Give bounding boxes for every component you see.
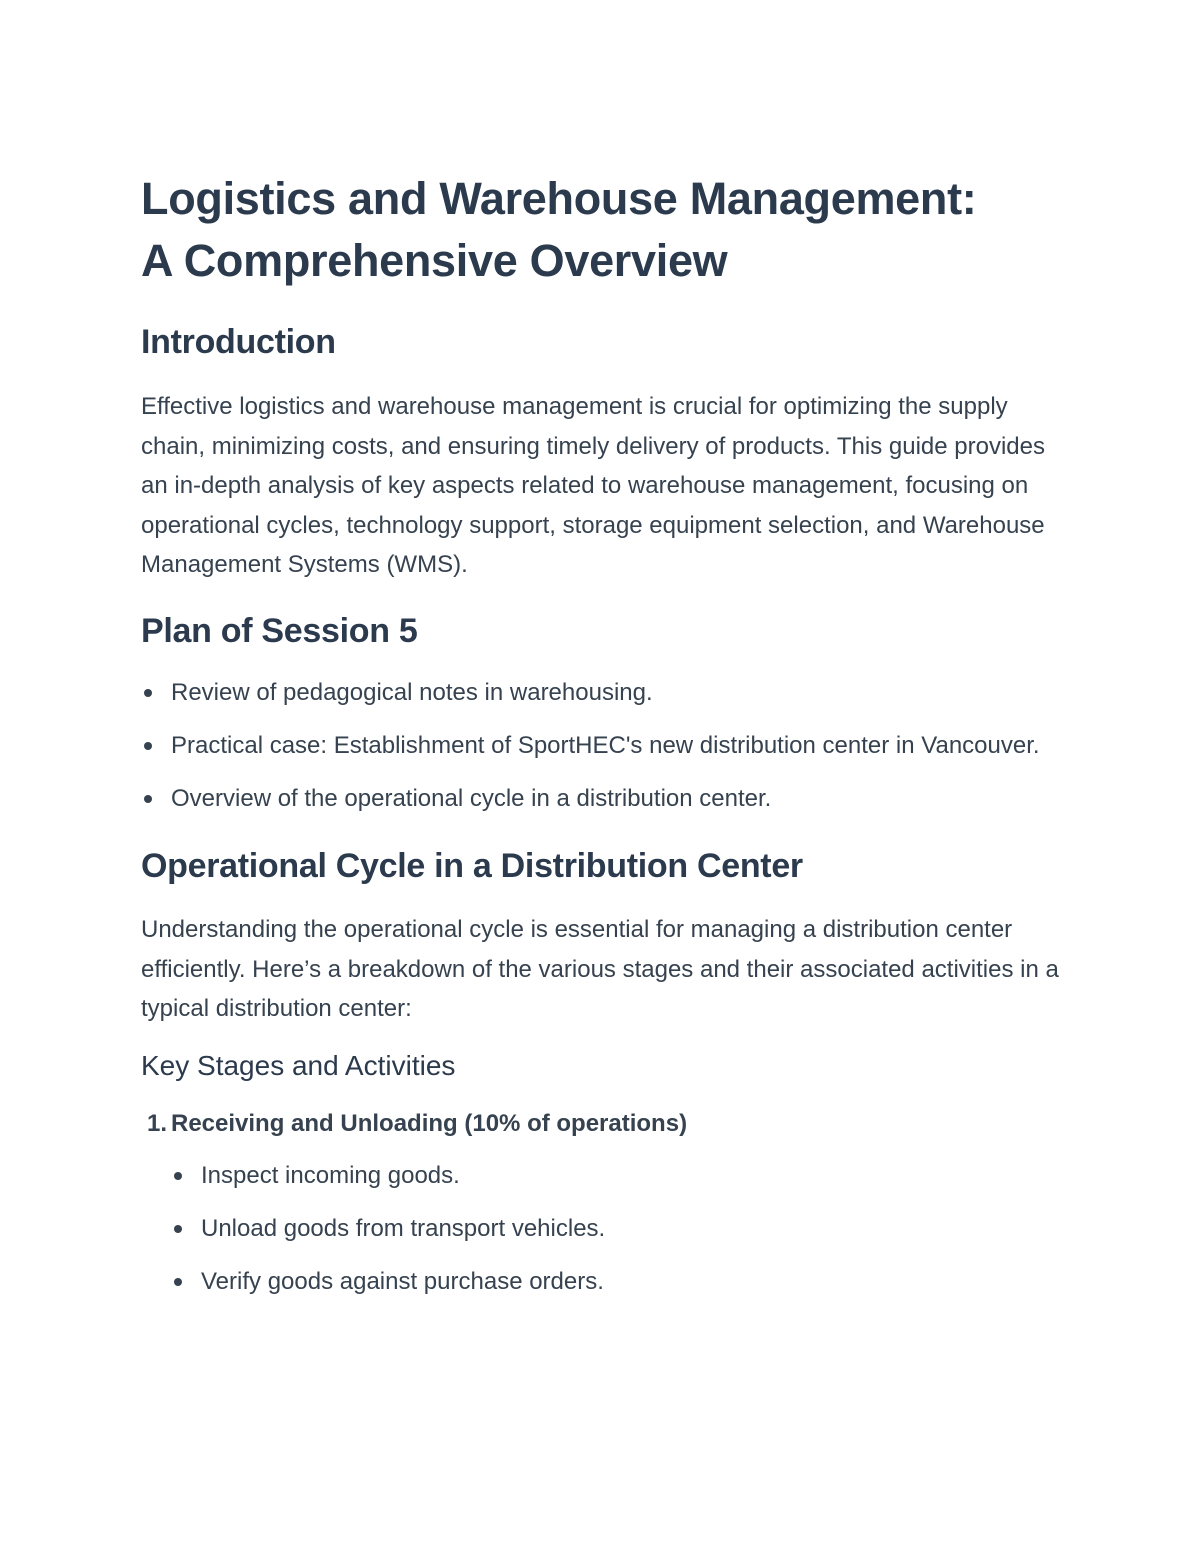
bullet-icon	[144, 742, 152, 750]
plan-heading: Plan of Session 5	[141, 611, 418, 650]
stage-activities-list	[171, 1156, 1071, 1301]
stage-title: Receiving and Unloading (10% of operations)	[171, 1109, 688, 1137]
plan-item-text: Practical case: Establishment of SportHEC's new distribution center in Vancouver.	[171, 731, 1040, 759]
activity-item	[171, 1209, 1071, 1248]
bullet-icon	[144, 689, 152, 697]
bullet-icon	[174, 1225, 182, 1233]
plan-item	[141, 779, 1071, 818]
operational-cycle-paragraph: Understanding the operational cycle is essential for managing a distribution center efficiently. Here’s a breakdown of the various stages and their associated activities in a typical distribution center:	[141, 915, 1059, 1023]
plan-item-text: Overview of the operational cycle in a distribution center.	[171, 784, 772, 812]
introduction-heading: Introduction	[141, 323, 336, 361]
bullet-icon	[144, 795, 152, 803]
plan-item	[141, 673, 1071, 712]
activity-item	[171, 1262, 1071, 1301]
activity-text: Verify goods against purchase orders.	[201, 1267, 604, 1295]
title-line-1: Logistics and Warehouse Management:	[141, 173, 977, 224]
activity-text: Unload goods from transport vehicles.	[201, 1214, 606, 1242]
document-page	[141, 168, 1071, 1301]
stages-list	[141, 1104, 1071, 1143]
title-line-2: A Comprehensive Overview	[141, 235, 728, 286]
operational-cycle-heading: Operational Cycle in a Distribution Center	[141, 846, 803, 885]
key-stages-heading: Key Stages and Activities	[141, 1049, 456, 1081]
bullet-icon	[174, 1278, 182, 1286]
document-title	[141, 168, 1071, 292]
activity-item	[171, 1156, 1071, 1195]
stage-item	[141, 1104, 1071, 1143]
plan-item	[141, 726, 1071, 765]
introduction-paragraph: Effective logistics and warehouse management is crucial for optimizing the supply chain, minimizing costs, and ensuring timely delivery of products. This guide provides an in-depth analysis of key aspects related to warehouse management, focusing on operational cycles, technology support, storage equipment selection, and Warehouse Management Systems (WMS).	[141, 393, 1045, 579]
stage-number: 1.	[147, 1109, 168, 1137]
plan-item-text: Review of pedagogical notes in warehousing.	[171, 678, 653, 706]
activity-text: Inspect incoming goods.	[201, 1161, 460, 1189]
plan-list	[141, 673, 1071, 818]
bullet-icon	[174, 1172, 182, 1180]
